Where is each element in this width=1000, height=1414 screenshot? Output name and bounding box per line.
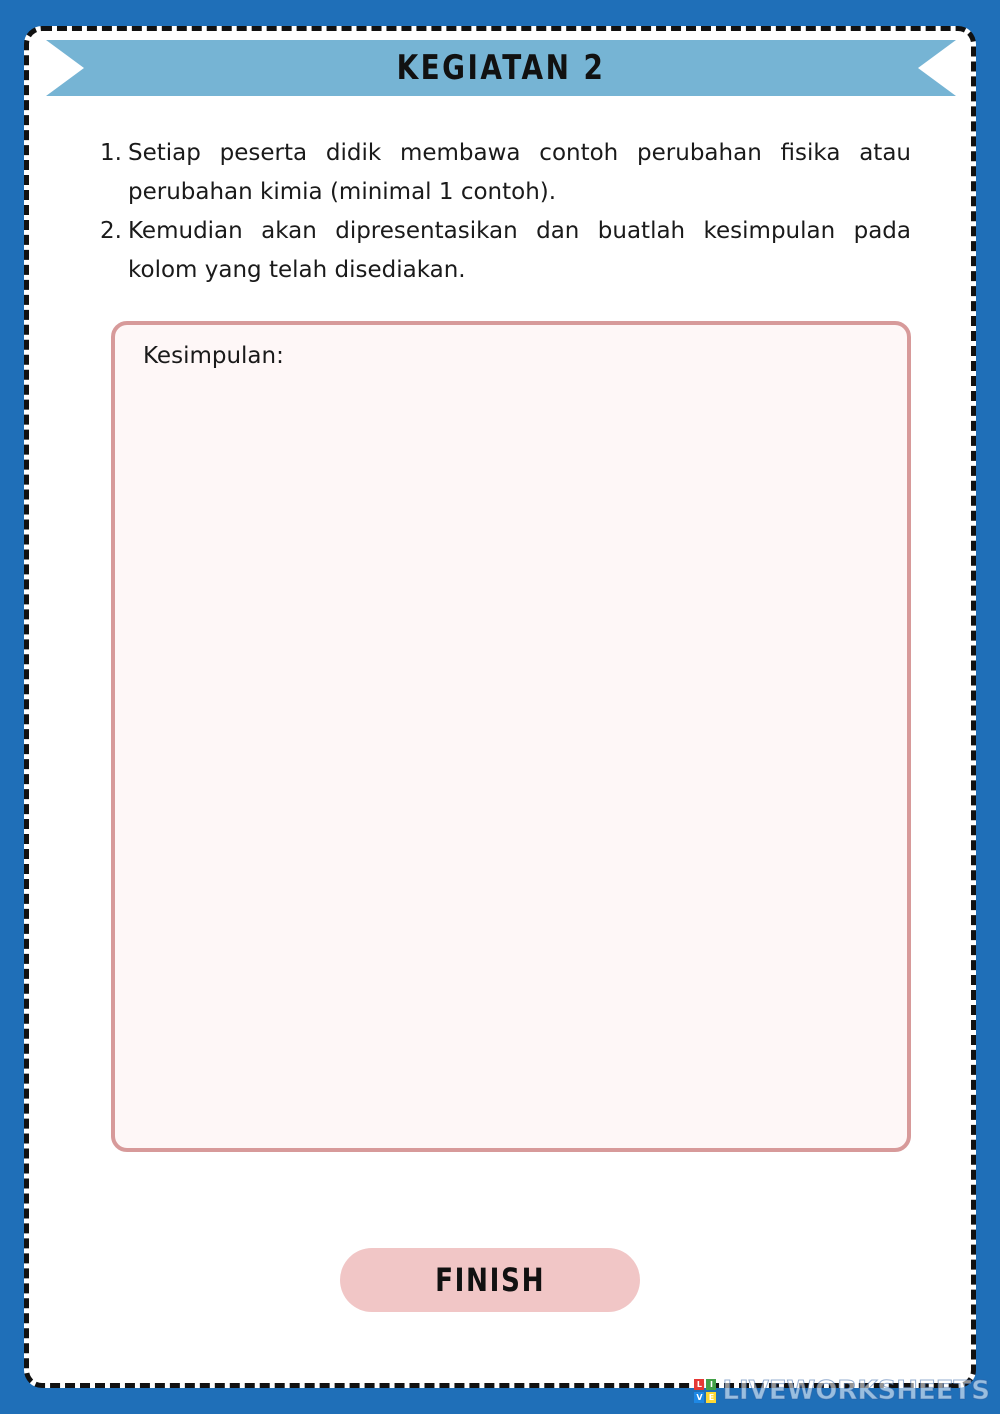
liveworksheets-logo-icon (694, 1379, 716, 1403)
instruction-item (96, 134, 911, 212)
instruction-number: 2. (100, 218, 122, 244)
instruction-text: Setiap peserta didik membawa contoh perubahan fisika atau perubahan kimia (minimal 1 contoh). (128, 140, 911, 205)
conclusion-label: Kesimpulan: (143, 343, 284, 369)
liveworksheets-watermark (694, 1376, 990, 1406)
logo-letter: V (696, 1393, 703, 1402)
page-title: KEGIATAN 2 (396, 48, 606, 88)
finish-button[interactable] (340, 1248, 640, 1312)
logo-letter: E (706, 1392, 716, 1403)
conclusion-input[interactable] (143, 385, 883, 1124)
instruction-list (96, 134, 911, 290)
instruction-number: 1. (100, 140, 122, 166)
instruction-item (96, 212, 911, 290)
watermark-text: LIVEWORKSHEETS (722, 1376, 990, 1406)
finish-button-label: FINISH (434, 1261, 546, 1299)
title-banner (46, 40, 956, 96)
logo-letter: I (706, 1379, 716, 1390)
logo-letter: L (694, 1379, 704, 1390)
conclusion-box (111, 321, 911, 1152)
instruction-text: Kemudian akan dipresentasikan dan buatlah kesimpulan pada kolom yang telah disediakan. (128, 218, 911, 283)
